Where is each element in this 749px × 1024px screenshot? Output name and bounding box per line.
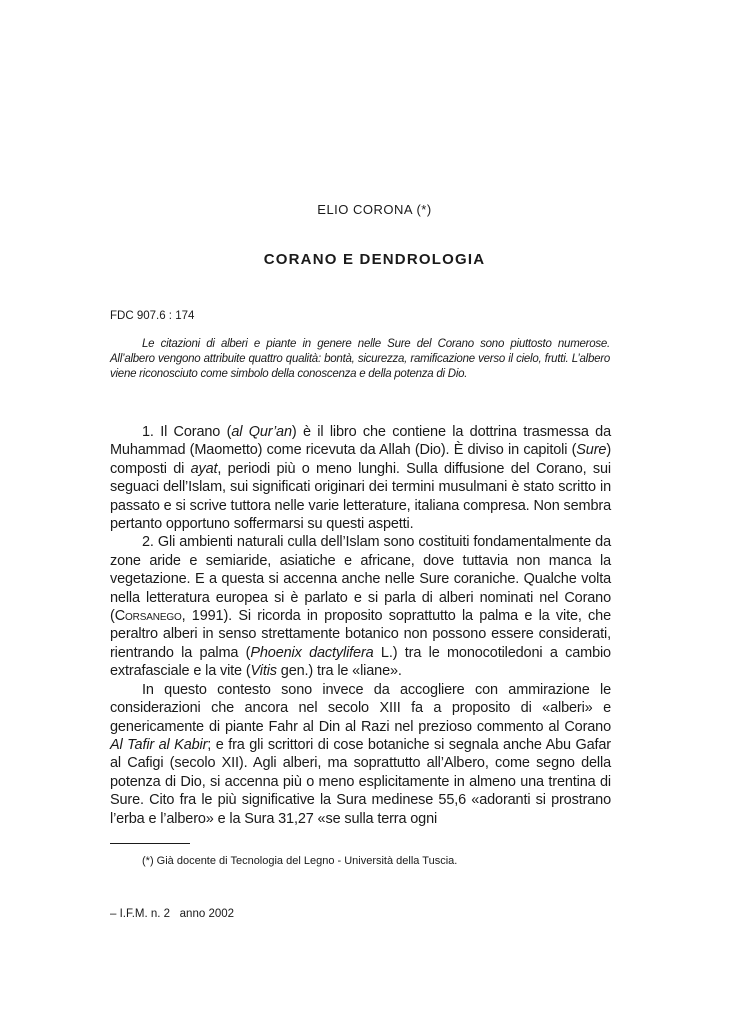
abstract: Le citazioni di alberi e piante in genere nelle Sure del Corano sono piuttosto numerose. All’albero vengono attribuite quattro qualità: bontà, sicurezza, ramificazione verso il cielo, frutti. L’albero viene riconosciuto come simbolo della conoscenza e della potenza di Dio. xyxy=(110,338,610,380)
paragraph-3: In questo contesto sono invece da accogliere con ammirazione le considerazioni che ancora nel secolo XIII fa a proposito di «alberi» e genericamente di piante Fahr al Din al Razi nel prezioso commento al Corano Al Tafir al Kabir; e fra gli scrittori di cose botaniche si segnala anche Abu Gafar al Cafigi (secolo XII). Agli alberi, ma soprattutto all’Albero, come segno della potenza di Dio, si accenna più o meno esplicitamente in almeno una trentina di Sure. Cito fra le più significative la Sura medinese 55,6 «adoranti si prostrano l’erba e l’albero» e la Sura 31,27 «se sulla terra ogni xyxy=(110,681,611,827)
author-name: ELIO CORONA (*) xyxy=(317,202,432,217)
term-ayat: ayat xyxy=(190,460,218,477)
footnote: (*) Già docente di Tecnologia del Legno - Università della Tuscia. xyxy=(142,855,458,867)
species-phoenix: Phoenix dactylifera xyxy=(250,644,374,661)
term-sure: Sure xyxy=(576,442,607,459)
paragraph-1: 1. Il Corano (al Qur’an) è il libro che contiene la dottrina trasmessa da Muhammad (Maometto) come ricevuta da Allah (Dio). È diviso in capitoli (Sure) composti di ayat, periodi più o meno lunghi. Sulla diffusione del Corano, sui seguaci dell’Islam, sui significati originari dei termini musulmani è stato scritto in passato e si scrive tuttora nelle varie letterature, italiana compresa. Non sembra pertanto opportuno soffermarsi su questi aspetti. xyxy=(110,424,611,533)
paragraph-2: 2. Gli ambienti naturali culla dell’Islam sono costituiti fondamentalmente da zone aride e semiaride, asiatiche e africane, dove tuttavia non manca la vegetazione. E a questa si accenna anche nelle Sure coraniche. Qualche volta nella letteratura europea si è parlato e si parla di alberi nominati nel Corano (Corsanego, 1991). Si ricorda in proposito soprattutto la palma e la vite, che peraltro alberi in senso strettamente botanico non possono essere considerati, rientrando la palma (Phoenix dactylifera L.) tra le monocotiledoni a cambio extrafasciale e la vite (Vitis gen.) tra le «liane». xyxy=(110,534,611,680)
footnote-rule xyxy=(110,843,190,844)
page-footer: – I.F.M. n. 2 anno 2002 xyxy=(110,908,235,920)
article-body xyxy=(110,423,611,828)
citation-author: Corsanego xyxy=(114,608,182,625)
genus-vitis: Vitis xyxy=(250,663,277,680)
term-al-quran: al Qur’an xyxy=(231,424,292,440)
article-title: CORANO E DENDROLOGIA xyxy=(263,251,486,268)
fdc-code: FDC 907.6 : 174 xyxy=(110,310,195,322)
book-title: Al Tafir al Kabir xyxy=(110,736,208,753)
